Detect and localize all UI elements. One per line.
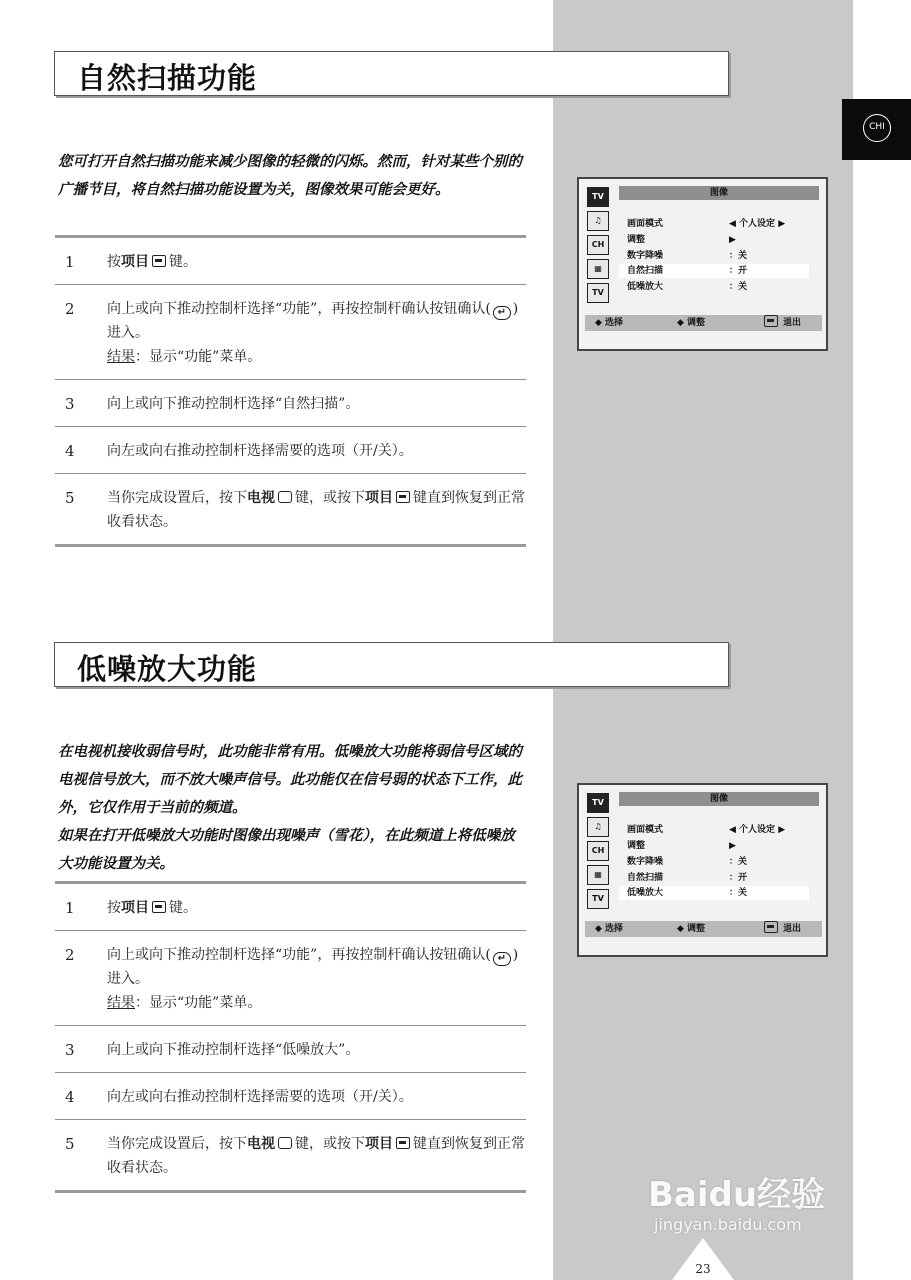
menu-key-label: 项目 xyxy=(365,490,393,506)
section1-title: 自然扫描功能 xyxy=(77,61,258,95)
osd-row xyxy=(619,823,809,837)
step-number: 3 xyxy=(65,1041,75,1059)
osd-row xyxy=(619,839,809,853)
step-text: 当你完成设置后，按下 xyxy=(107,490,247,506)
osd-row-value: ：开 xyxy=(729,873,748,883)
osd-row-value: ：关 xyxy=(729,857,748,867)
osd-picture-menu-2 xyxy=(577,783,828,957)
osd-row-label: 数字降噪 xyxy=(627,857,664,867)
osd-row-label: 低噪放大 xyxy=(627,888,664,898)
menu-key-label: 项目 xyxy=(121,254,149,270)
menu-button-icon xyxy=(396,491,410,503)
step-number: 4 xyxy=(65,442,75,460)
step-text: 键直到恢复到正常收看状态。 xyxy=(107,1136,525,1176)
tv-picture-icon: TV xyxy=(587,187,609,207)
osd-row-label: 调整 xyxy=(627,235,646,245)
step-number: 5 xyxy=(65,1135,75,1153)
menu-button-icon xyxy=(764,921,778,933)
step-number: 2 xyxy=(65,300,75,318)
step-1 xyxy=(55,238,526,284)
step-text: )进入。 xyxy=(107,947,519,987)
osd-row-label: 自然扫描 xyxy=(627,873,664,883)
osd-row xyxy=(619,217,809,231)
osd-footer-select: ◆ 选择 xyxy=(595,318,624,328)
chapter-tab xyxy=(842,99,911,160)
result-text: ：显示“功能”菜单。 xyxy=(135,995,262,1011)
step-number: 3 xyxy=(65,395,75,413)
channel-icon: CH xyxy=(587,235,609,255)
page-number: 23 xyxy=(695,1262,711,1276)
step-text: 键，或按下 xyxy=(295,490,365,506)
watermark xyxy=(648,1145,863,1235)
tv-key-label: 电视 xyxy=(247,490,275,506)
step-text: 向上或向下推动控制杆选择“功能”，再按控制杆确认按钮确认( xyxy=(107,947,491,963)
osd-row xyxy=(619,233,809,247)
osd-row-label: 调整 xyxy=(627,841,646,851)
step-3 xyxy=(55,379,526,426)
step-number: 1 xyxy=(65,253,75,271)
step-text: 键。 xyxy=(169,254,197,270)
menu-button-icon xyxy=(764,315,778,327)
step-text: 键，或按下 xyxy=(295,1136,365,1152)
step-text: 向上或向下推动控制杆选择“功能”，再按控制杆确认按钮确认( xyxy=(107,301,491,317)
sound-icon: ♫ xyxy=(587,211,609,231)
tv-picture-icon: TV xyxy=(587,793,609,813)
step-number: 5 xyxy=(65,489,75,507)
osd-row-value: ▶ xyxy=(729,841,736,851)
step-text: 向左或向右推动控制杆选择需要的选项（开/关）。 xyxy=(107,1089,413,1105)
sound-icon: ♫ xyxy=(587,817,609,837)
osd-row xyxy=(619,280,809,294)
osd-footer-select: ◆ 选择 xyxy=(595,924,624,934)
osd-row-label: 数字降噪 xyxy=(627,251,664,261)
osd-row-value: ：关 xyxy=(729,282,748,292)
tv-button-icon xyxy=(278,491,292,503)
step-text: 当你完成设置后，按下 xyxy=(107,1136,247,1152)
step-4 xyxy=(55,426,526,473)
tv-button-icon xyxy=(278,1137,292,1149)
tv-key-label: 电视 xyxy=(247,1136,275,1152)
osd-row-selected xyxy=(619,886,809,900)
osd-header: 图像 xyxy=(619,186,819,200)
step-text: 键。 xyxy=(169,900,197,916)
osd-icon-column xyxy=(587,187,609,307)
section2-intro: 在电视机接收弱信号时，此功能非常有用。低噪放大功能将弱信号区域的电视信号放大，而不放大噪声信号。此功能仅在信号弱的状态下工作，此外，它仅作用于当前的频道。 xyxy=(58,744,522,816)
step-number: 1 xyxy=(65,899,75,917)
osd-picture-menu-1 xyxy=(577,177,828,351)
setup-icon: ▦ xyxy=(587,259,609,279)
step-text: )进入。 xyxy=(107,301,519,341)
step-2 xyxy=(55,930,526,1025)
osd-header: 图像 xyxy=(619,792,819,806)
step-text: 向上或向下推动控制杆选择“自然扫描”。 xyxy=(107,396,360,412)
input-icon: TV xyxy=(587,283,609,303)
section2-intro-note: 如果在打开低噪放大功能时图像出现噪声（雪花），在此频道上将低噪放大功能设置为关。 xyxy=(58,828,515,872)
step-number: 2 xyxy=(65,946,75,964)
osd-row-label: 低噪放大 xyxy=(627,282,664,292)
step-text: 按 xyxy=(107,900,121,916)
setup-icon: ▦ xyxy=(587,865,609,885)
menu-key-label: 项目 xyxy=(121,900,149,916)
step-result xyxy=(107,995,261,1011)
menu-button-icon xyxy=(152,901,166,913)
osd-footer-adjust: ◆ 调整 xyxy=(677,318,706,328)
menu-key-label: 项目 xyxy=(365,1136,393,1152)
osd-row xyxy=(619,855,809,869)
watermark-url: jingyan.baidu.com xyxy=(654,1215,802,1234)
osd-row-value: ：关 xyxy=(729,251,748,261)
enter-button-icon: ↵ xyxy=(493,952,511,966)
section1-intro: 您可打开自然扫描功能来减少图像的轻微的闪烁。然而，针对某些个别的广播节目，将自然扫描功能设置为关，图像效果可能会更好。 xyxy=(58,154,522,198)
step-text: 向左或向右推动控制杆选择需要的选项（开/关）。 xyxy=(107,443,413,459)
osd-row-value: ◀ 个人设定 ▶ xyxy=(729,825,786,835)
menu-button-icon xyxy=(396,1137,410,1149)
step-2 xyxy=(55,284,526,379)
section2-title: 低噪放大功能 xyxy=(77,652,258,686)
section2-title-box xyxy=(54,642,729,687)
osd-row-label: 自然扫描 xyxy=(627,266,664,276)
channel-icon: CH xyxy=(587,841,609,861)
osd-row xyxy=(619,871,809,885)
step-4 xyxy=(55,1072,526,1119)
step-1 xyxy=(55,884,526,930)
osd-row xyxy=(619,249,809,263)
enter-button-icon: ↵ xyxy=(493,306,511,320)
section1-steps xyxy=(55,235,526,547)
result-text: ：显示“功能”菜单。 xyxy=(135,349,262,365)
step-5 xyxy=(55,1119,526,1190)
step-number: 4 xyxy=(65,1088,75,1106)
chapter-tab-label: CHI xyxy=(863,114,891,142)
osd-row-label: 画面模式 xyxy=(627,219,664,229)
osd-footer xyxy=(585,315,822,331)
step-text: 键直到恢复到正常收看状态。 xyxy=(107,490,525,530)
osd-footer xyxy=(585,921,822,937)
result-label: 结果 xyxy=(107,349,135,365)
osd-row-value: ▶ xyxy=(729,235,736,245)
osd-row-value: ：开 xyxy=(729,266,748,276)
osd-footer-exit: 退出 xyxy=(783,924,802,934)
osd-row-selected xyxy=(619,264,809,278)
section2-steps xyxy=(55,881,526,1193)
osd-row-value: ◀ 个人设定 ▶ xyxy=(729,219,786,229)
step-text: 按 xyxy=(107,254,121,270)
result-label: 结果 xyxy=(107,995,135,1011)
section1-title-box xyxy=(54,51,729,96)
step-5 xyxy=(55,473,526,544)
osd-footer-exit: 退出 xyxy=(783,318,802,328)
step-3 xyxy=(55,1025,526,1072)
step-result xyxy=(107,349,261,365)
menu-button-icon xyxy=(152,255,166,267)
input-icon: TV xyxy=(587,889,609,909)
osd-row-value: ：关 xyxy=(729,888,748,898)
osd-icon-column xyxy=(587,793,609,913)
step-text: 向上或向下推动控制杆选择“低噪放大”。 xyxy=(107,1042,360,1058)
osd-row-label: 画面模式 xyxy=(627,825,664,835)
osd-footer-adjust: ◆ 调整 xyxy=(677,924,706,934)
watermark-brand: Baidu经验 xyxy=(648,1175,826,1215)
